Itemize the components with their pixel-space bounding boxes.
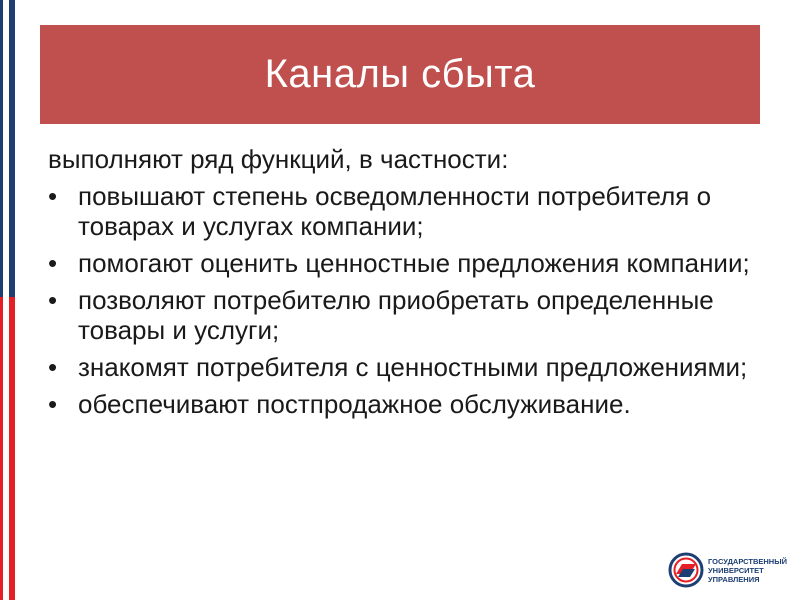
bullet-text: помогают оценить ценностные предложения компании; xyxy=(78,248,750,278)
bullet-item xyxy=(48,285,768,345)
bullet-list xyxy=(48,181,768,419)
bullet-marker: • xyxy=(48,181,58,211)
bullet-text: повышают степень осведомленности потребителя о товарах и услугах компании; xyxy=(78,181,712,241)
left-stripe-blue xyxy=(0,0,24,297)
bullet-text: обеспечивают постпродажное обслуживание. xyxy=(78,389,631,419)
logo-line-3: УПРАВЛЕНИЯ xyxy=(708,574,760,584)
slide-body xyxy=(48,144,768,426)
bullet-item xyxy=(48,181,768,241)
logo-line-1: ГОСУДАРСТВЕННЫЙ xyxy=(708,556,787,566)
title-bar xyxy=(40,25,760,124)
bullet-marker: • xyxy=(48,285,58,315)
bullet-marker: • xyxy=(48,352,58,382)
university-logo xyxy=(668,547,788,593)
university-emblem-icon xyxy=(668,552,704,588)
university-name xyxy=(708,557,788,584)
bullet-text: знакомят потребителя с ценностными предложениями; xyxy=(78,352,748,382)
bullet-marker: • xyxy=(48,248,58,278)
bullet-item xyxy=(48,248,768,278)
bullet-item xyxy=(48,389,768,419)
left-stripe-red xyxy=(0,297,24,600)
logo-line-2: УНИВЕРСИТЕТ xyxy=(708,565,764,575)
bullet-marker: • xyxy=(48,389,58,419)
slide-title: Каналы сбыта xyxy=(264,52,536,96)
bullet-text: позволяют потребителю приобретать определенные товары и услуги; xyxy=(78,285,714,345)
bullet-item xyxy=(48,352,768,382)
intro-text: выполняют ряд функций, в частности: xyxy=(48,144,509,174)
